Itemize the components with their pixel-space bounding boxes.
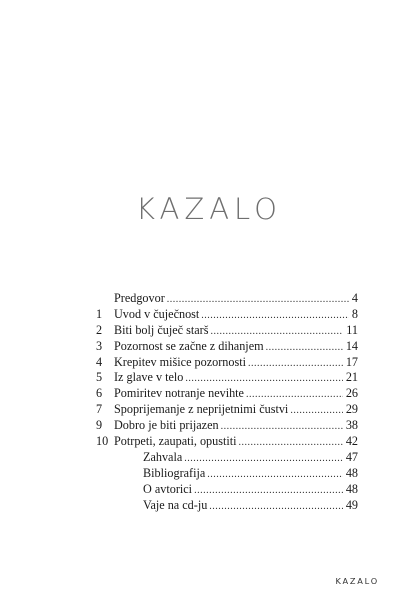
chapter-number: 3	[96, 338, 103, 353]
toc-row-6[interactable]	[96, 386, 358, 402]
page-number: 42	[345, 434, 358, 449]
chapter-title: Spoprijemanje z neprijetnimi čustvi	[114, 402, 289, 417]
chapter-title: Krepitev mišice pozornosti	[114, 354, 246, 369]
dot-leader	[290, 403, 343, 419]
running-head: KAZALO	[335, 576, 379, 586]
chapter-number: 10	[96, 434, 109, 449]
page-title: KAZALO	[136, 192, 282, 226]
toc-row-o-avtorici[interactable]	[96, 482, 358, 498]
chapter-number: 5	[96, 370, 103, 385]
chapter-number: 2	[96, 322, 103, 337]
toc-row-vaje-na-cd-ju[interactable]	[96, 498, 358, 514]
chapter-number: 9	[96, 418, 103, 433]
page-number: 38	[345, 418, 358, 433]
toc-row-5[interactable]	[96, 370, 358, 386]
dot-leader	[221, 419, 343, 435]
dot-leader	[239, 435, 343, 451]
dot-leader	[210, 324, 343, 340]
chapter-number: 4	[96, 354, 103, 369]
chapter-title: Uvod v čuječnost	[114, 306, 200, 321]
dot-leader	[185, 371, 342, 387]
page-number: 48	[345, 465, 358, 480]
chapter-title: Biti bolj čuječ starš	[114, 322, 209, 337]
chapter-number: 1	[96, 306, 103, 321]
chapter-title: O avtorici	[143, 481, 193, 496]
page-number: 21	[345, 370, 358, 385]
toc-row-predgovor[interactable]	[96, 291, 358, 307]
page-number: 26	[345, 386, 358, 401]
chapter-title: Pozornost se začne z dihanjem	[114, 338, 264, 353]
toc-row-10[interactable]	[96, 434, 358, 450]
toc-row-4[interactable]	[96, 355, 358, 371]
table-of-contents	[96, 291, 358, 513]
dot-leader	[184, 451, 343, 467]
dot-leader	[207, 467, 343, 483]
toc-row-2[interactable]	[96, 323, 358, 339]
page-number: 47	[345, 449, 358, 464]
toc-row-zahvala[interactable]	[96, 450, 358, 466]
dot-leader	[194, 483, 343, 499]
dot-leader	[248, 356, 343, 372]
page-number: 14	[345, 338, 358, 353]
chapter-title: Predgovor	[114, 291, 165, 305]
page-number: 49	[345, 497, 358, 512]
chapter-title: Potrpeti, zaupati, opustiti	[114, 434, 237, 449]
page-number: 11	[346, 322, 358, 337]
chapter-number: 7	[96, 402, 103, 417]
chapter-title: Zahvala	[143, 449, 183, 464]
chapter-title: Pomiritev notranje nevihte	[114, 386, 244, 401]
chapter-title: Iz glave v telo	[114, 370, 184, 385]
dot-leader	[246, 387, 343, 403]
toc-row-3[interactable]	[96, 339, 358, 355]
dot-leader	[167, 292, 349, 308]
toc-row-7[interactable]	[96, 402, 358, 418]
dot-leader	[201, 308, 349, 324]
chapter-title: Vaje na cd-ju	[143, 497, 208, 512]
toc-row-9[interactable]	[96, 418, 358, 434]
toc-row-1[interactable]	[96, 307, 358, 323]
chapter-title: Dobro je biti prijazen	[114, 418, 219, 433]
page-number: 4	[351, 291, 358, 305]
dot-leader	[209, 499, 343, 515]
page-number: 8	[351, 306, 358, 321]
dot-leader	[266, 340, 343, 356]
chapter-number: 6	[96, 386, 103, 401]
page-number: 48	[345, 481, 358, 496]
page-number: 29	[345, 402, 358, 417]
chapter-title: Bibliografija	[143, 465, 206, 480]
page-number: 17	[345, 354, 358, 369]
toc-row-bibliografija[interactable]	[96, 466, 358, 482]
